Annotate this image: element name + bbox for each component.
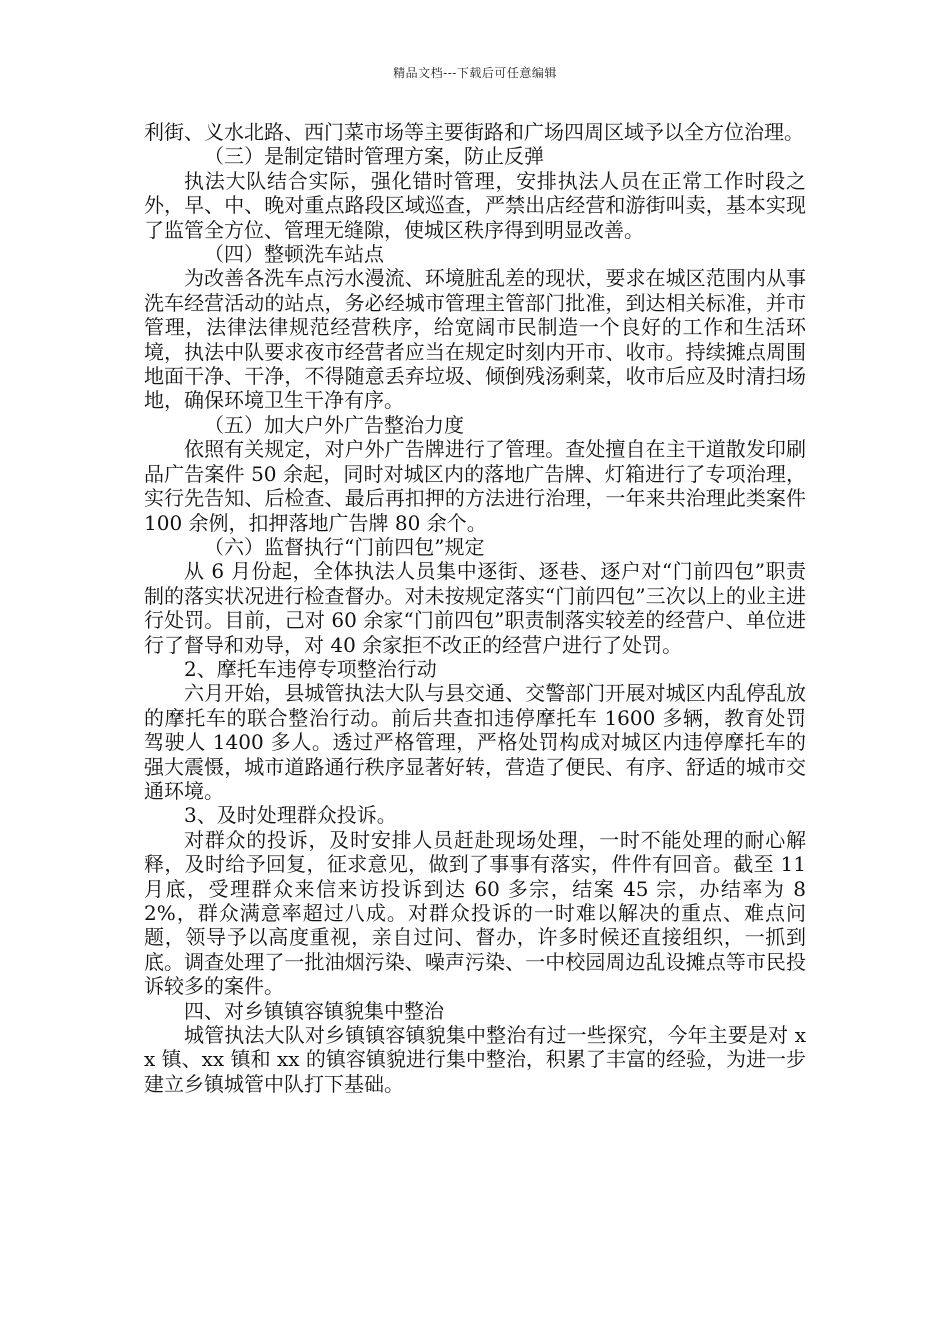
paragraph: 对群众的投诉，及时安排人员赶赴现场处理，一时不能处理的耐心解释，及时给予回复，征求意见，做到了事事有落实，件件有回音。截至 11 月底，受理群众来信来访投诉到达 60 多宗，结案 45 宗，办结率为 82%，群众满意率超过八成。对群众投诉的一时难以解决的重点、难点问题，领导予以高度重视，亲自过问、督办，许多时候还直接组织，一抓到底。调查处理了一批油烟污染、噪声污染、一中校园周边乱设摊点等市民投诉较多的案件。: [144, 827, 806, 999]
section-heading: 四、对乡镇镇容镇貌集中整治: [184, 998, 444, 1023]
paragraph: 六月开始，县城管执法大队与县交通、交警部门开展对城区内乱停乱放的摩托车的联合整治行动。前后共查扣违停摩托车 1600 多辆，教育处罚驾驶人 1400 多人。透过严格管理，严格处罚构成对城区内违停摩托车的强大震慑，城市道路通行秩序显著好转，营造了便民、有序、舒适的城市交通环境。: [144, 681, 806, 803]
section-heading: （五）加大户外广告整治力度: [204, 412, 464, 437]
paragraph: 从 6 月份起，全体执法人员集中逐街、逐巷、逐户对“门前四包”职责制的落实状况进行检查督办。对未按规定落实“门前四包”三次以上的业主进行处罚。目前，己对 60 余家“门前四包”职责制落实较差的经营户、单位进行了督导和劝导，对 40 余家拒不改正的经营户进行了处罚。: [144, 559, 806, 657]
section-heading: （三）是制定错时管理方案，防止反弹: [204, 144, 544, 169]
paragraph: 城管执法大队对乡镇镇容镇貌集中整治有过一些探究，今年主要是对 xx 镇、xx 镇和 xx 的镇容镇貌进行集中整治，积累了丰富的经验，为进一步建立乡镇城管中队打下基础。: [144, 1023, 806, 1096]
paragraph: 为改善各洗车点污水漫流、环境脏乱差的现状，要求在城区范围内从事洗车经营活动的站点，务必经城市管理主管部门批准，到达相关标准，并市管理，法律法律规范经营秩序，给宽阔市民制造一个良好的工作和生活环境，执法中队要求夜市经营者应当在规定时刻内开市、收市。持续摊点周围地面干净、干净，不得随意丢弃垃圾、倾倒残汤剩菜，收市后应及时清扫场地，确保环境卫生干净有序。: [144, 266, 806, 413]
page-header: 精品文档---下载后可任意编辑: [393, 66, 557, 80]
subsection-heading: 2、摩托车违停专项整治行动: [184, 656, 437, 681]
document-body: [144, 120, 806, 1096]
subsection-heading: 3、及时处理群众投诉。: [184, 803, 397, 828]
section-heading: （四）整顿洗车站点: [204, 242, 384, 267]
paragraph: 执法大队结合实际，强化错时管理，安排执法人员在正常工作时段之外，早、中、晚对重点路段区域巡查，严禁出店经营和游街叫卖，基本实现了监管全方位、管理无缝隙，使城区秩序得到明显改善。: [144, 168, 806, 242]
paragraph-continuation: 利街、义水北路、西门菜市场等主要街路和广场四周区域予以全方位治理。: [144, 120, 804, 144]
section-heading: （六）监督执行“门前四包”规定: [204, 534, 485, 559]
paragraph: 依照有关规定，对户外广告牌进行了管理。查处擅自在主干道散发印刷品广告案件 50 余起，同时对城区内的落地广告牌、灯箱进行了专项治理，实行先告知、后检查、最后再扣押的方法进行治理，一年来共治理此类案件 100 余例，扣押落地广告牌 80 余个。: [144, 437, 806, 535]
